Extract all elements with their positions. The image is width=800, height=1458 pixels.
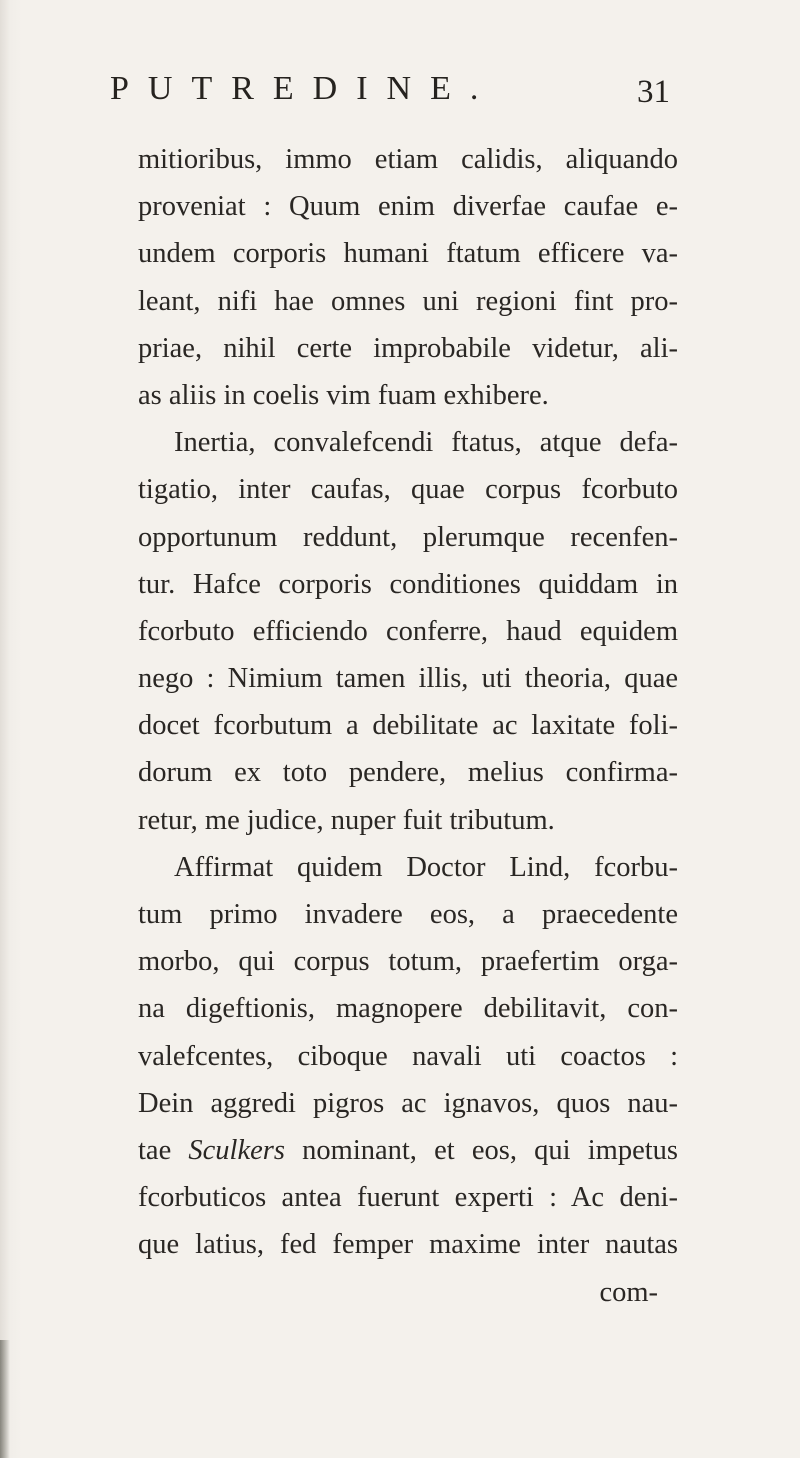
text-line: Affirmat quidem Doctor Lind, fcorbu-: [174, 851, 678, 883]
text-line: retur, me judice, nuper fuit tributum.: [138, 804, 555, 836]
gutter-shadow: [0, 1340, 10, 1458]
text-line: undem corporis humani ftatum efficere va-: [138, 238, 678, 270]
running-head: [110, 70, 670, 120]
text-line: docet fcorbutum a debilitate ac laxitate foli-: [138, 710, 678, 742]
text-line: mitioribus, immo etiam calidis, aliquando: [138, 144, 678, 175]
text-line: Inertia, convalefcendi ftatus, atque defa-: [174, 427, 678, 459]
text-line: opportunum reddunt, plerumque recenfen-: [138, 521, 678, 553]
text-line: tur. Hafce corporis conditiones quiddam in: [138, 568, 678, 600]
catchword: com-: [599, 1276, 658, 1308]
text-line: tigatio, inter caufas, quae corpus fcorbuto: [138, 474, 678, 506]
text-fragment: nominant, et eos, qui impetus: [284, 1134, 678, 1166]
body-text: [138, 136, 678, 1316]
text-line: valefcentes, ciboque navali uti coactos :: [138, 1040, 678, 1072]
text-line: fcorbuticos antea fuerunt experti : Ac deni-: [138, 1182, 678, 1214]
text-line: que latius, fed femper maxime inter nautas: [138, 1229, 678, 1261]
text-line: proveniat : Quum enim diverfae caufae e-: [138, 191, 678, 223]
running-title: PUTREDINE.: [110, 70, 498, 107]
page-number: 31: [637, 74, 670, 110]
text-line: nego : Nimium tamen illis, uti theoria, quae: [138, 663, 678, 695]
text-line: tum primo invadere eos, a praecedente: [138, 899, 678, 930]
text-line: priae, nihil certe improbabile videtur, ali-: [138, 332, 678, 364]
text-line: dorum ex toto pendere, melius confirma-: [138, 757, 678, 789]
text-line: fcorbuto efficiendo conferre, haud equidem: [138, 615, 678, 647]
text-line-with-italic: [138, 1127, 678, 1174]
text-line: Dein aggredi pigros ac ignavos, quos nau-: [138, 1087, 678, 1119]
text-fragment: tae: [138, 1134, 189, 1166]
text-line: morbo, qui corpus totum, praefertim orga-: [138, 946, 678, 978]
text-line: as aliis in coelis vim fuam exhibere.: [138, 379, 549, 411]
text-line: leant, nifi hae omnes uni regioni fint pro-: [138, 285, 678, 317]
text-line: na digeftionis, magnopere debilitavit, con-: [138, 993, 678, 1025]
italic-term: Sculkers: [188, 1134, 285, 1166]
